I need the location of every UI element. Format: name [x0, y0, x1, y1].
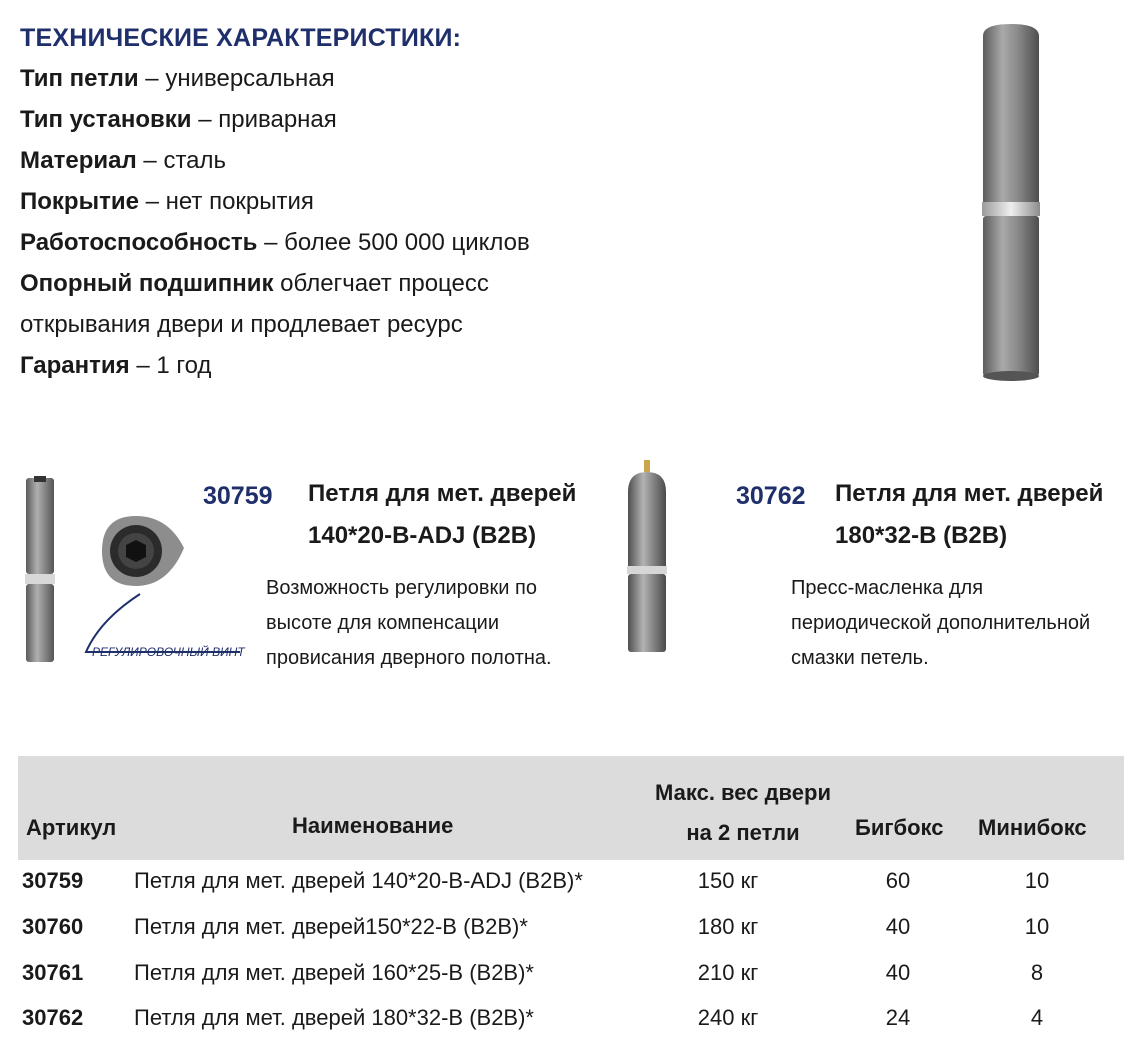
row-code: 30759 [22, 868, 84, 893]
screw-caption: РЕГУЛИРОВОЧНЫЙ ВИНТ [92, 645, 245, 659]
spec-row: Тип установки – приварная [20, 106, 337, 133]
table-row [0, 868, 1148, 902]
row-code: 30760 [22, 914, 84, 939]
product-code: 30759 [203, 482, 273, 510]
spec-row: Материал – сталь [20, 147, 227, 174]
header-article: Артикул [26, 815, 117, 840]
row-minibox: 10 [1024, 868, 1050, 893]
row-weight: 210 кг [697, 960, 759, 985]
specs-list [20, 58, 580, 386]
header-bigbox: Бигбокс [855, 815, 944, 840]
row-weight: 150 кг [697, 868, 759, 893]
row-weight: 240 кг [697, 1005, 759, 1030]
header-weight: Макс. вес двери на 2 петли [655, 780, 831, 845]
row-bigbox: 40 [885, 960, 911, 985]
row-weight: 180 кг [697, 914, 759, 939]
table-row [0, 1005, 1148, 1039]
spec-row: Гарантия – 1 год [20, 352, 212, 379]
row-name: Петля для мет. дверей150*22-B (B2B)* [134, 914, 528, 939]
product-description: Пресс-масленка для периодической дополнительной смазки петель. [791, 577, 1091, 669]
row-minibox: 4 [1030, 1005, 1044, 1030]
spec-row: открывания двери и продлевает ресурс [20, 311, 463, 338]
specs-title: ТЕХНИЧЕСКИЕ ХАРАКТЕРИСТИКИ: [20, 24, 462, 52]
product-name: Петля для мет. дверей 140*20-B-ADJ (B2B) [308, 480, 577, 549]
row-code: 30762 [22, 1005, 84, 1030]
spec-row: Покрытие – нет покрытия [20, 188, 314, 215]
table-header [18, 756, 1124, 860]
hinge-30762-image [622, 458, 672, 658]
row-name: Петля для мет. дверей 160*25-B (B2B)* [134, 960, 534, 985]
header-minibox: Минибокс [978, 815, 1087, 840]
hinge-large-image [975, 22, 1047, 384]
spec-row: Работоспособность – более 500 000 циклов [20, 229, 530, 256]
product-name: Петля для мет. дверей 180*32-B (B2B) [835, 480, 1104, 549]
row-minibox: 8 [1030, 960, 1044, 985]
row-minibox: 10 [1024, 914, 1050, 939]
product-description: Возможность регулировки по высоте для компенсации провисания дверного полотна. [266, 577, 552, 669]
table-row [0, 960, 1148, 994]
hinge-30759-image [22, 474, 58, 666]
row-bigbox: 24 [885, 1005, 911, 1030]
spec-row: Тип петли – универсальная [20, 65, 335, 92]
row-name: Петля для мет. дверей 140*20-B-ADJ (B2B)* [134, 868, 583, 893]
row-bigbox: 60 [885, 868, 911, 893]
header-name: Наименование [292, 813, 454, 838]
adjustment-screw-image [96, 508, 188, 600]
row-bigbox: 40 [885, 914, 911, 939]
product-code: 30762 [736, 482, 806, 510]
row-name: Петля для мет. дверей 180*32-B (B2B)* [134, 1005, 534, 1030]
spec-row: Опорный подшипник облегчает процесс [20, 270, 489, 297]
table-row [0, 914, 1148, 948]
row-code: 30761 [22, 960, 84, 985]
